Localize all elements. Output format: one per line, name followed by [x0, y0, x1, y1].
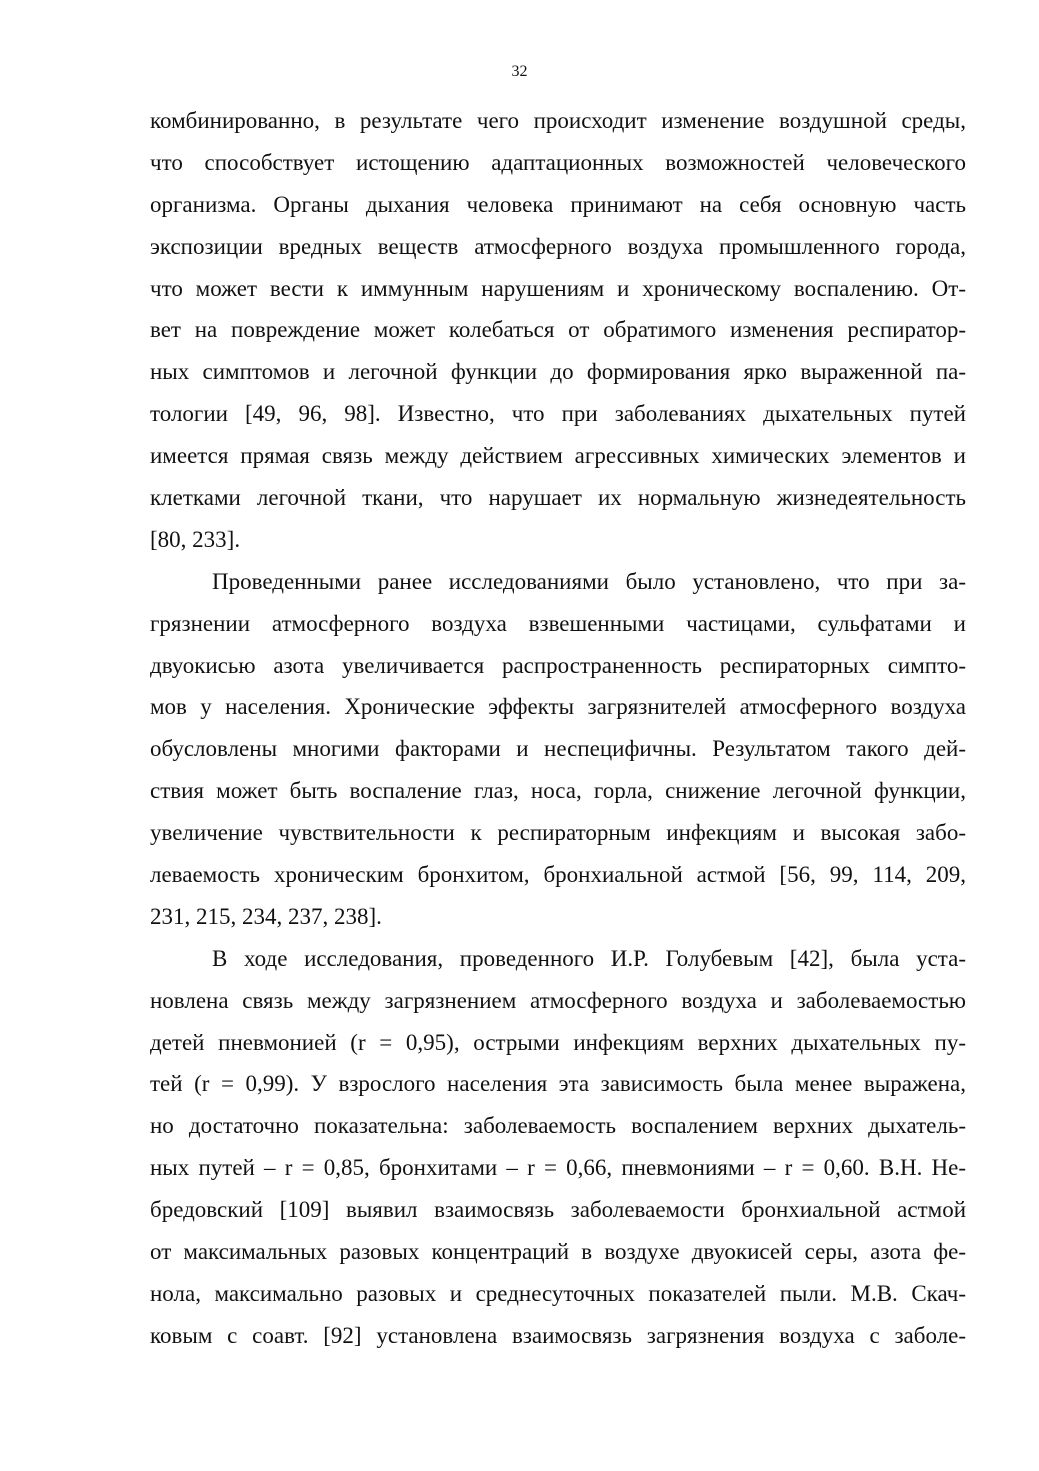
text-line: тей (r = 0,99). У взрослого населения эта зависимость была менее выражена,	[150, 1071, 966, 1097]
text-line: леваемость хроническим бронхитом, бронхиальной астмой [56, 99, 114, 209,	[150, 862, 966, 888]
text-line: мов у населения. Хронические эффекты загрязнителей атмосферного воздуха	[150, 694, 966, 720]
text-line: имеется прямая связь между действием агрессивных химических элементов и	[150, 443, 966, 469]
text-line: что может вести к иммунным нарушениям и хроническому воспалению. От-	[150, 275, 966, 301]
text-line: 231, 215, 234, 237, 238].	[150, 903, 382, 929]
text-line: увеличение чувствительности к респираторным инфекциям и высокая забо-	[150, 820, 966, 846]
text-line: детей пневмонией (r = 0,95), острыми инфекциям верхних дыхательных пу-	[150, 1029, 966, 1055]
page-number: 32	[511, 63, 528, 80]
text-line: ных путей – r = 0,85, бронхитами – r = 0,66, пневмониями – r = 0,60. В.Н. Не-	[150, 1155, 966, 1181]
text-line: но достаточно показательна: заболеваемость воспалением верхних дыхатель-	[150, 1113, 966, 1139]
text-line: вет на повреждение может колебаться от обратимого изменения респиратор-	[150, 317, 966, 343]
text-line: обусловлены многими факторами и неспецифичны. Результатом такого дей-	[150, 736, 966, 762]
text-line: [80, 233].	[150, 526, 241, 552]
text-line: новлена связь между загрязнением атмосферного воздуха и заболеваемостью	[150, 987, 966, 1013]
text-line: организма. Органы дыхания человека принимают на себя основную часть	[150, 191, 966, 217]
text-line: Проведенными ранее исследованиями было установлено, что при за-	[212, 568, 966, 594]
body-text	[150, 100, 966, 1357]
text-line: грязнении атмосферного воздуха взвешенными частицами, сульфатами и	[150, 610, 966, 636]
text-line: двуокисью азота увеличивается распространенность респираторных симпто-	[150, 652, 966, 678]
text-line: комбинированно, в результате чего происходит изменение воздушной среды,	[150, 108, 966, 133]
text-line: нола, максимально разовых и среднесуточных показателей пыли. М.В. Скач-	[150, 1280, 966, 1306]
text-line: ных симптомов и легочной функции до формирования ярко выраженной па-	[150, 359, 966, 385]
text-line: экспозиции вредных веществ атмосферного воздуха промышленного города,	[150, 233, 966, 259]
text-line: бредовский [109] выявил взаимосвязь заболеваемости бронхиальной астмой	[150, 1197, 966, 1223]
text-line: от максимальных разовых концентраций в воздухе двуокисей серы, азота фе-	[150, 1239, 966, 1265]
text-line: ковым с соавт. [92] установлена взаимосвязь загрязнения воздуха с заболе-	[150, 1322, 966, 1348]
text-line: В ходе исследования, проведенного И.Р. Голубевым [42], была уста-	[212, 945, 966, 971]
text-line: что способствует истощению адаптационных возможностей человеческого	[150, 149, 966, 175]
text-line: клетками легочной ткани, что нарушает их нормальную жизнедеятельность	[150, 485, 966, 511]
text-line: тологии [49, 96, 98]. Известно, что при заболеваниях дыхательных путей	[150, 401, 966, 427]
text-line: ствия может быть воспаление глаз, носа, горла, снижение легочной функции,	[150, 778, 966, 804]
